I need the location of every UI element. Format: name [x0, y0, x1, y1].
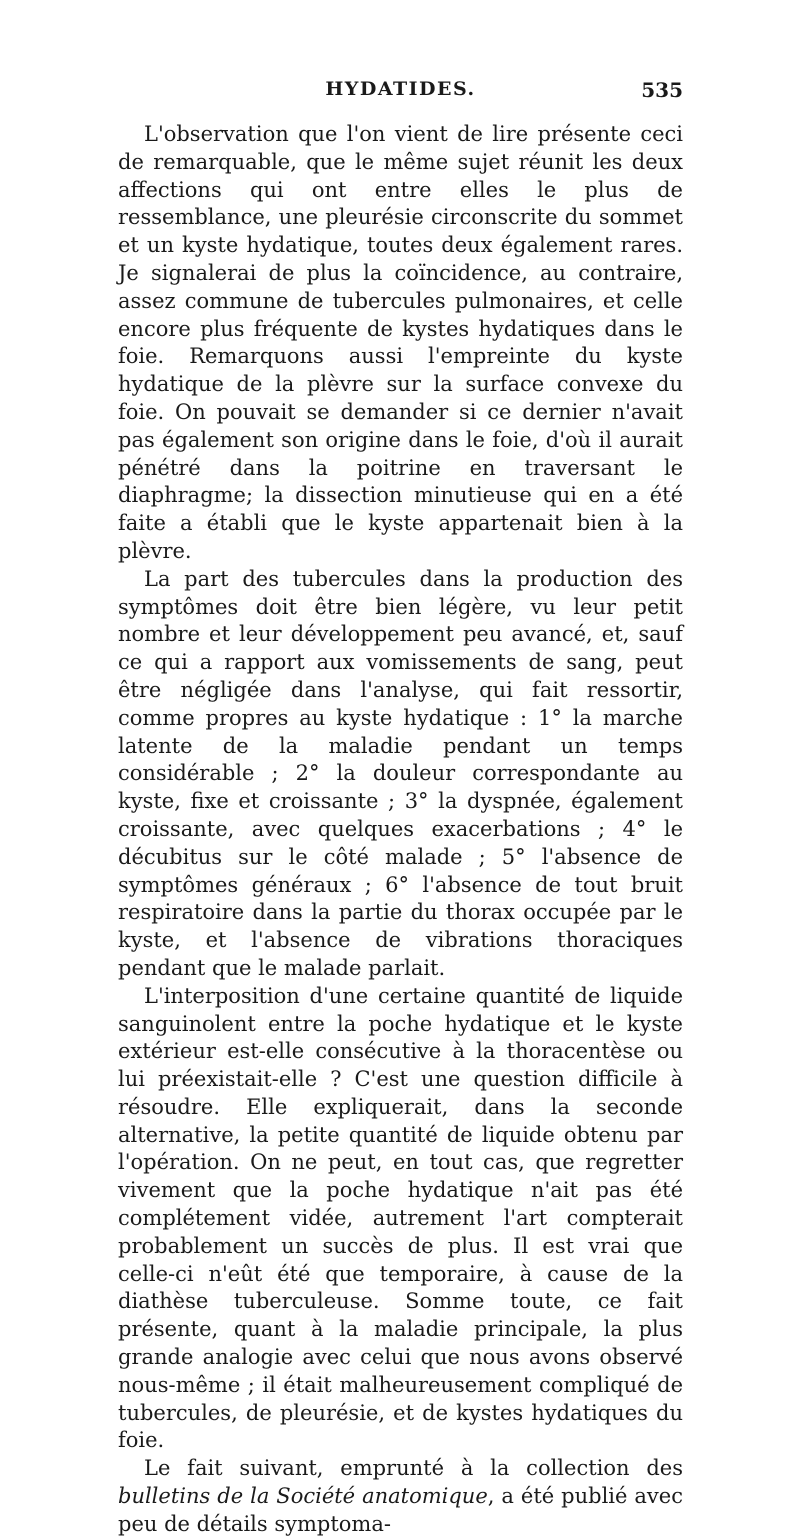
paragraph-3: L'interposition d'une certaine quantité de liquide sanguinolent entre la poche hydatique et le kyste extérieur est-elle consécutive à la thoracentèse ou lui préexistait-elle ? C'est une question difficile à résoudre. Elle expliquerait, dans la seconde alternative, la petite quantité de liquide obtenu par l'opération. On ne peut, en tout cas, que regretter vivement que la poche hydatique n'ait pas été complétement vidée, autrement l'art compterait probablement un succès de plus. Il est vrai que celle-ci n'eût été que temporaire, à cause de la diathèse tuberculeuse. Somme toute, ce fait présente, quant à la maladie principale, la plus grande analogie avec celui que nous avons observé nous-même ; il était malheureusement compliqué de tubercules, de pleurésie, et de kystes hydatiques du foie.	[118, 983, 683, 1453]
paragraph-1: L'observation que l'on vient de lire présente ceci de remarquable, que le même sujet réunit les deux affections qui ont entre elles le plus de ressemblance, une pleurésie circonscrite du sommet et un kyste hydatique, toutes deux également rares. Je signalerai de plus la coïncidence, au contraire, assez commune de tubercules pulmonaires, et celle encore plus fréquente de kystes hydatiques dans le foie. Remarquons aussi l'empreinte du kyste hydatique de la plèvre sur la surface convexe du foie. On pouvait se demander si ce dernier n'avait pas également son origine dans le foie, d'où il aurait pénétré dans la poitrine en traversant le diaphragme; la dissection minutieuse qui en a été faite a établi que le kyste appartenait bien à la plèvre.	[118, 122, 683, 563]
running-head	[118, 78, 683, 108]
journal-title: bulletins de la Société anatomique	[118, 1484, 488, 1509]
page-number: 535	[641, 78, 683, 102]
running-title: HYDATIDES.	[325, 78, 476, 100]
paragraph-2: La part des tubercules dans la production des symptômes doit être bien légère, vu leur petit nombre et leur développement peu avancé, et, sauf ce qui a rapport aux vomissements de sang, peut être négligée dans l'analyse, qui fait ressortir, comme propres au kyste hydatique : 1° la marche latente de la maladie pendant un temps considérable ; 2° la douleur correspondante au kyste, fixe et croissante ; 3° la dyspnée, également croissante, avec quelques exacerbations ; 4° le décubitus sur le côté malade ; 5° l'absence de symptômes généraux ; 6° l'absence de tout bruit respiratoire dans la partie du thorax occupée par le kyste, et l'absence de vibrations thoraciques pendant que le malade parlait.	[118, 566, 683, 980]
paragraph-4-lead: Le fait suivant, emprunté à la collection des	[144, 1456, 683, 1481]
paragraph-4	[118, 1455, 683, 1538]
paragraph-4-tail: , a été publié avec peu de détails symptoma-	[118, 1484, 683, 1536]
text-body	[118, 121, 683, 1539]
